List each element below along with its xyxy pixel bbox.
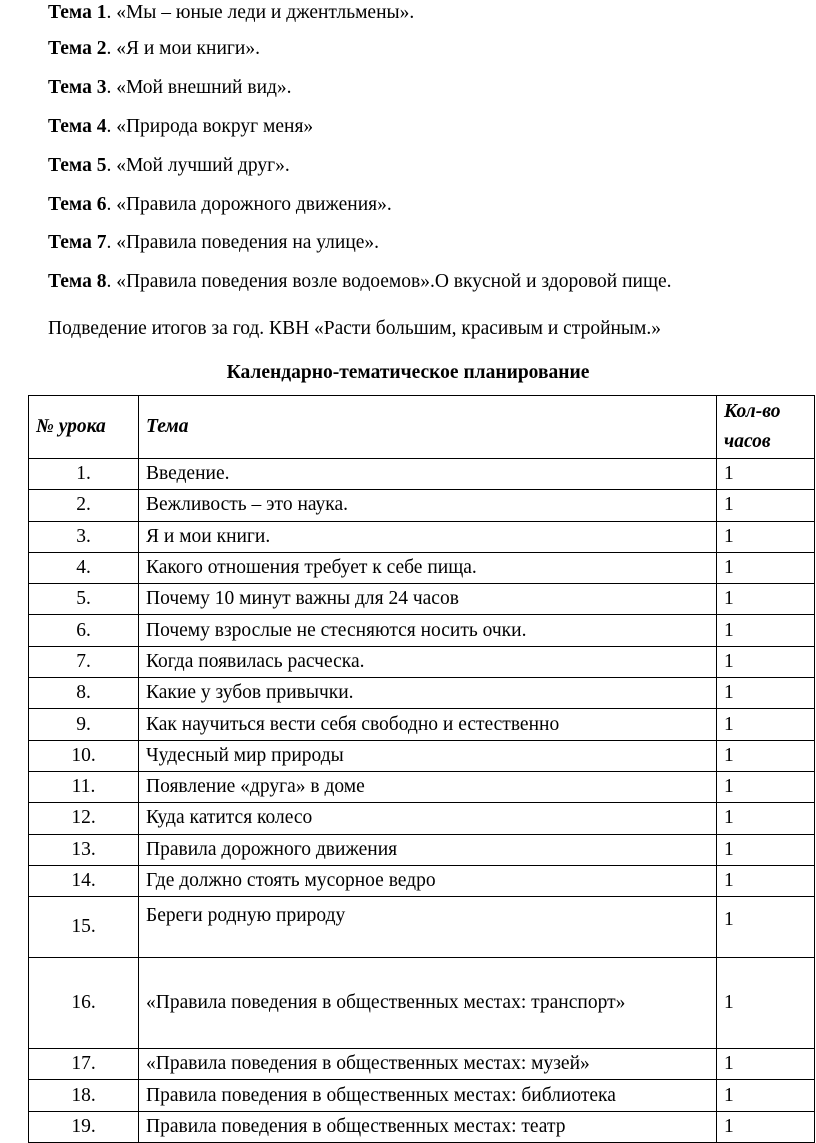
topic-label: Тема 1	[48, 2, 107, 23]
lesson-topic: Я и мои книги.	[139, 521, 717, 552]
lesson-topic: Куда катится колесо	[139, 803, 717, 834]
lesson-number: 17.	[29, 1049, 139, 1080]
lesson-hours: 1	[717, 459, 815, 490]
table-row	[29, 709, 815, 740]
lesson-number: 9.	[29, 709, 139, 740]
topic-item	[48, 153, 808, 192]
topic-label: Тема 5	[48, 154, 107, 176]
header-hours-line1: Кол-во	[724, 401, 781, 422]
table-row	[29, 584, 815, 615]
table-row	[29, 459, 815, 490]
lesson-topic: Правила дорожного движения	[139, 834, 717, 865]
table-row	[29, 958, 815, 1049]
lesson-hours: 1	[717, 678, 815, 709]
topic-item	[48, 75, 808, 114]
lesson-topic: Появление «друга» в доме	[139, 771, 717, 802]
header-hours-line2: часов	[724, 431, 771, 452]
topic-text: . «Мы – юные леди и джентльмены».	[106, 2, 415, 23]
lesson-number: 11.	[29, 771, 139, 802]
header-hours	[717, 396, 815, 459]
lesson-hours: 1	[717, 1111, 815, 1142]
lesson-number: 12.	[29, 803, 139, 834]
lesson-number: 4.	[29, 552, 139, 583]
lesson-hours: 1	[717, 771, 815, 802]
lesson-number: 5.	[29, 584, 139, 615]
lesson-topic: Как научиться вести себя свободно и естественно	[139, 709, 717, 740]
lesson-number: 19.	[29, 1111, 139, 1142]
table-row	[29, 1049, 815, 1080]
topic-text: . «Правила дорожного движения».	[106, 193, 392, 215]
lesson-number: 13.	[29, 834, 139, 865]
lesson-number: 10.	[29, 740, 139, 771]
lesson-topic: Чудесный мир природы	[139, 740, 717, 771]
lesson-number: 14.	[29, 865, 139, 896]
topic-list	[48, 0, 808, 308]
topic-text: . «Правила поведения возле водоемов».О вкусной и здоровой пище.	[106, 271, 672, 293]
topic-item	[48, 36, 808, 75]
lesson-hours: 1	[717, 521, 815, 552]
lesson-hours: 1	[717, 646, 815, 677]
lesson-topic: Правила поведения в общественных местах: библиотека	[139, 1080, 717, 1111]
table-row	[29, 552, 815, 583]
lesson-topic: «Правила поведения в общественных местах: музей»	[139, 1049, 717, 1080]
topic-label: Тема 6	[48, 193, 107, 215]
table-row	[29, 615, 815, 646]
topic-label: Тема 8	[48, 271, 107, 293]
lesson-topic: Береги родную природу	[139, 897, 717, 958]
table-row	[29, 865, 815, 896]
lesson-hours: 1	[717, 803, 815, 834]
lesson-number: 3.	[29, 521, 139, 552]
table-row	[29, 771, 815, 802]
topic-text: . «Природа вокруг меня»	[106, 115, 314, 137]
table-row	[29, 521, 815, 552]
lesson-hours: 1	[717, 865, 815, 896]
topic-label: Тема 7	[48, 232, 107, 254]
header-lesson-number: № урока	[29, 396, 139, 459]
lesson-topic: Где должно стоять мусорное ведро	[139, 865, 717, 896]
topic-text: . «Мой внешний вид».	[106, 76, 292, 98]
table-row	[29, 740, 815, 771]
lesson-number: 7.	[29, 646, 139, 677]
table-row	[29, 897, 815, 958]
topic-item	[48, 0, 808, 36]
lesson-hours: 1	[717, 584, 815, 615]
table-caption: Календарно-тематическое планирование	[226, 362, 590, 383]
lesson-number: 8.	[29, 678, 139, 709]
table-row	[29, 834, 815, 865]
table-row	[29, 678, 815, 709]
lesson-hours: 1	[717, 1080, 815, 1111]
lesson-topic: Почему 10 минут важны для 24 часов	[139, 584, 717, 615]
lesson-topic: Какие у зубов привычки.	[139, 678, 717, 709]
lesson-hours: 1	[717, 740, 815, 771]
table-row	[29, 490, 815, 521]
topic-label: Тема 3	[48, 76, 107, 98]
lesson-hours: 1	[717, 834, 815, 865]
header-topic: Тема	[139, 396, 717, 459]
table-header-row	[29, 396, 815, 459]
lesson-hours: 1	[717, 958, 815, 1049]
lesson-topic: Введение.	[139, 459, 717, 490]
topic-text: . «Я и мои книги».	[106, 38, 260, 59]
lesson-hours: 1	[717, 1049, 815, 1080]
table-row	[29, 803, 815, 834]
topic-label: Тема 4	[48, 115, 107, 137]
topic-text: . «Мой лучший друг».	[106, 154, 290, 176]
topic-item	[48, 114, 808, 153]
lesson-number: 6.	[29, 615, 139, 646]
topic-item	[48, 269, 808, 308]
lesson-number: 18.	[29, 1080, 139, 1111]
lesson-hours: 1	[717, 897, 815, 958]
topic-item	[48, 230, 808, 269]
lesson-topic: Какого отношения требует к себе пища.	[139, 552, 717, 583]
lesson-topic: Почему взрослые не стесняются носить очки.	[139, 615, 717, 646]
lesson-number: 1.	[29, 459, 139, 490]
topic-text: . «Правила поведения на улице».	[106, 232, 380, 254]
lesson-hours: 1	[717, 709, 815, 740]
lesson-topic: Правила поведения в общественных местах: театр	[139, 1111, 717, 1142]
topic-label: Тема 2	[48, 38, 107, 59]
lesson-topic: Вежливость – это наука.	[139, 490, 717, 521]
table-row	[29, 1080, 815, 1111]
table-row	[29, 646, 815, 677]
lesson-number: 15.	[29, 897, 139, 958]
table-row	[29, 1111, 815, 1142]
lesson-hours: 1	[717, 552, 815, 583]
lesson-hours: 1	[717, 615, 815, 646]
summary-text: Подведение итогов за год. КВН «Расти большим, красивым и стройным.»	[48, 318, 662, 339]
topic-item	[48, 192, 808, 231]
lesson-plan-table	[28, 395, 815, 1143]
lesson-topic: «Правила поведения в общественных местах: транспорт»	[139, 958, 717, 1049]
lesson-hours: 1	[717, 490, 815, 521]
lesson-topic: Когда появилась расческа.	[139, 646, 717, 677]
lesson-number: 16.	[29, 958, 139, 1049]
lesson-number: 2.	[29, 490, 139, 521]
